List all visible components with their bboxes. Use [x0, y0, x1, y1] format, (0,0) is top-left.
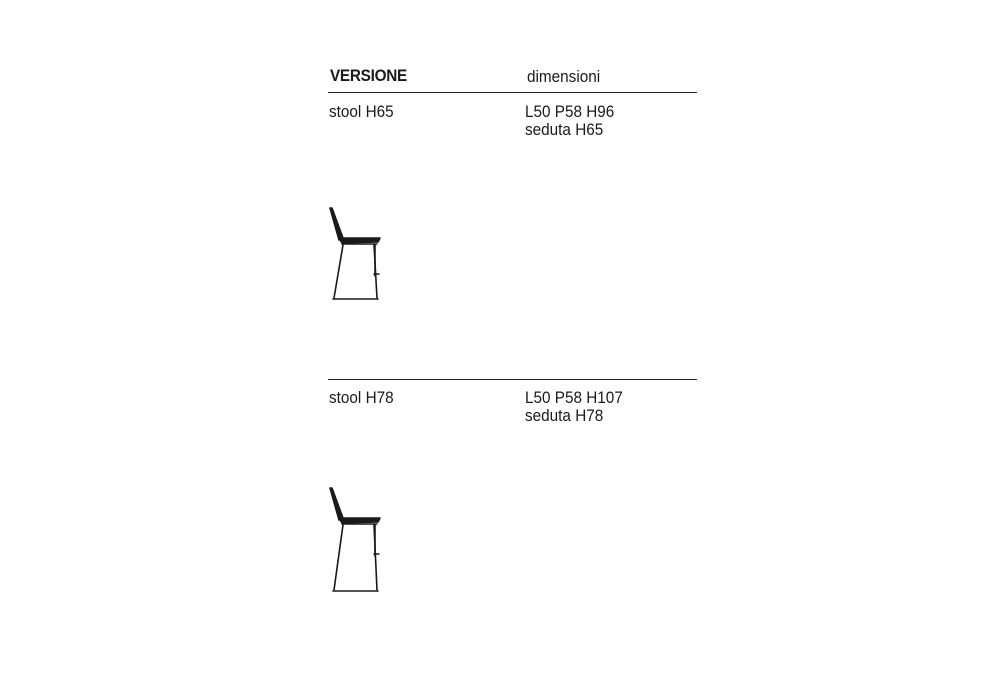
stool-side-view-icon — [320, 480, 390, 600]
header-divider — [328, 92, 697, 93]
seat-height-line: seduta H78 — [525, 406, 604, 425]
column-header-dimensions: dimensioni — [527, 67, 601, 86]
column-header-version: VERSIONE — [330, 66, 407, 85]
version-label-row-2: stool H78 — [329, 388, 394, 407]
dimensions-line-1: L50 P58 H96 — [525, 102, 615, 121]
stool-side-view-icon — [320, 200, 390, 310]
version-label-row-1: stool H65 — [329, 102, 394, 121]
row-divider — [328, 379, 697, 380]
dimensions-row-2 — [525, 389, 623, 425]
seat-height-line: seduta H65 — [525, 120, 604, 139]
dimensions-line-1: L50 P58 H107 — [525, 388, 623, 407]
dimensions-row-1 — [525, 103, 614, 139]
